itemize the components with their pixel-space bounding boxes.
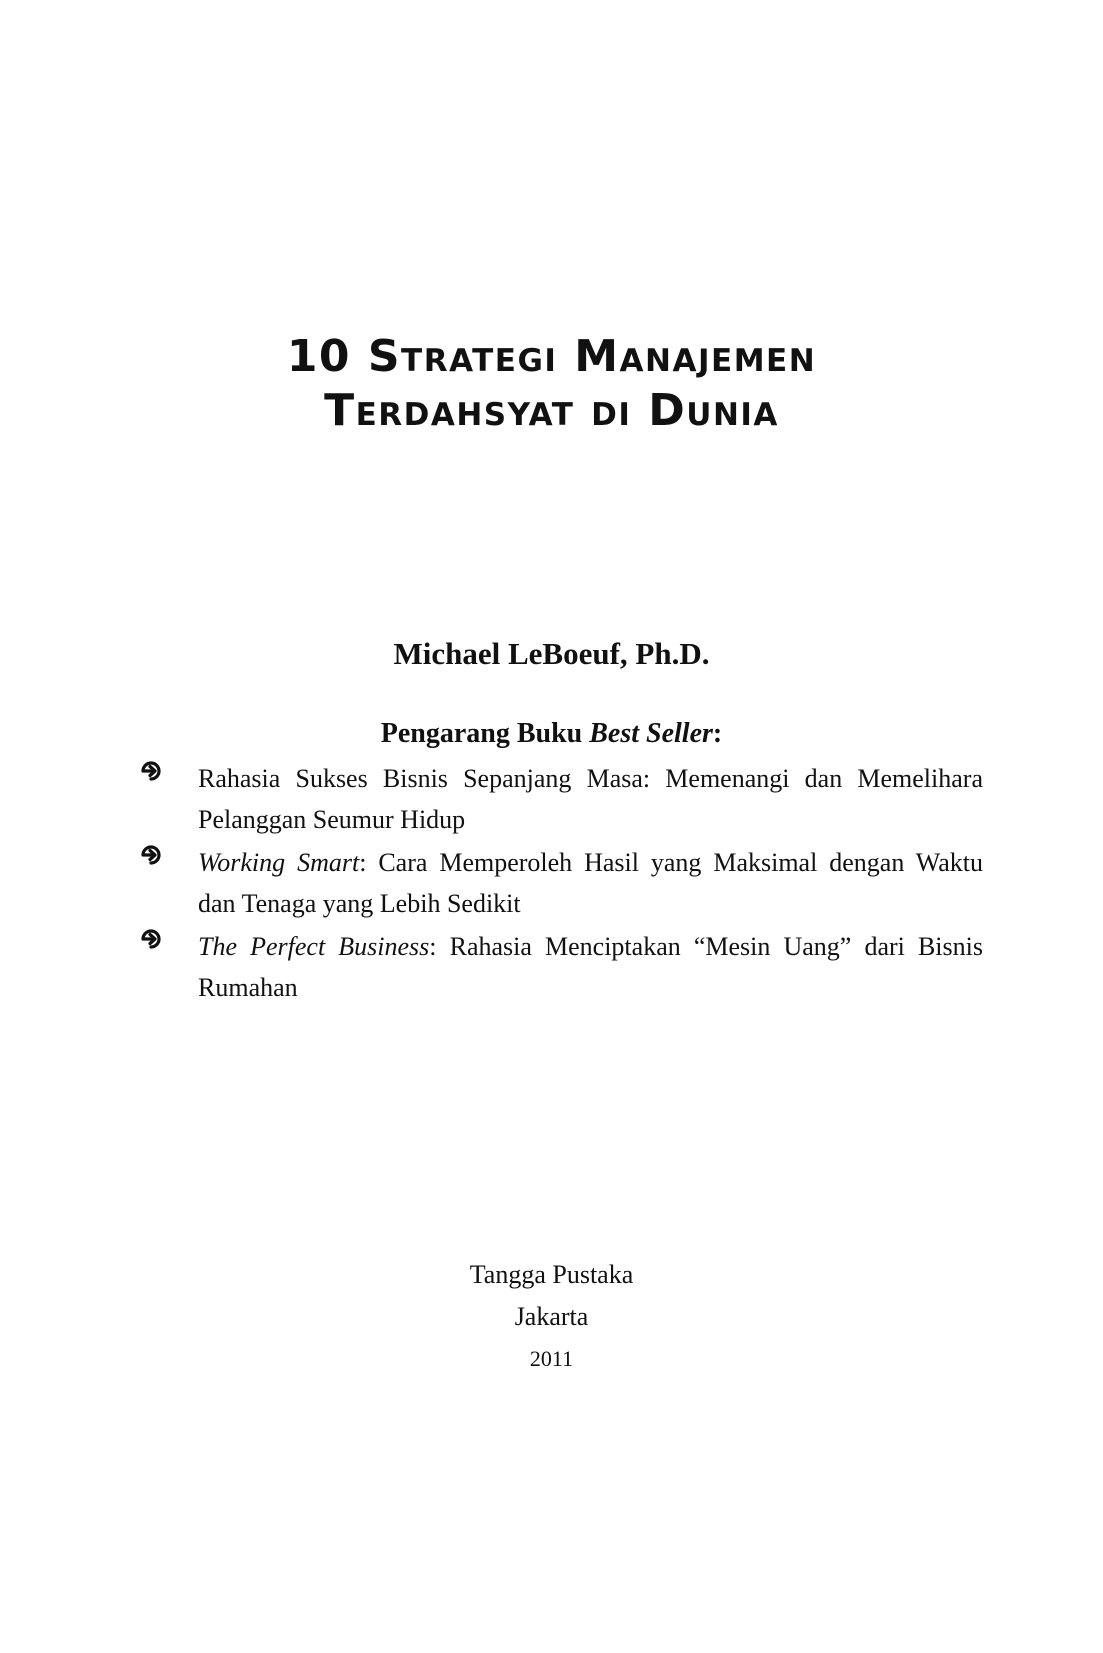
book-list-item-text xyxy=(198,926,983,1008)
bestseller-heading-suffix: : xyxy=(712,718,723,749)
arrow-right-circle-icon xyxy=(140,928,162,950)
bestseller-heading-prefix: Pengarang Buku xyxy=(380,718,590,749)
publisher-name: Tangga Pustaka xyxy=(469,1260,634,1289)
book-description: : Rahasia Menciptakan “Mesin Uang” dari Bisnis Rumahan xyxy=(198,932,983,1002)
book-description: Rahasia Sukses Bisnis Sepanjang Masa: Memenangi dan Memelihara Pelanggan Seumur Hidup xyxy=(198,764,983,834)
book-title-line-2: Terdahsyat di Dunia xyxy=(324,385,779,436)
book-list-item xyxy=(0,842,1103,924)
author-name: Michael LeBoeuf, Ph.D. xyxy=(393,636,710,671)
bestseller-book-list xyxy=(0,758,1103,1010)
book-list-item-text xyxy=(198,842,983,924)
arrow-right-circle-icon xyxy=(140,760,162,782)
bestseller-heading-italic: Best Seller xyxy=(589,718,713,749)
book-list-item xyxy=(0,758,1103,840)
book-list-item xyxy=(0,926,1103,1008)
bestseller-heading xyxy=(0,716,1103,752)
book-description: : Cara Memperoleh Hasil yang Maksimal dengan Waktu dan Tenaga yang Lebih Sedikit xyxy=(198,848,983,918)
book-list-item-text xyxy=(198,758,983,840)
arrow-right-circle-icon xyxy=(140,844,162,866)
publication-year: 2011 xyxy=(529,1346,574,1371)
book-title-line-1: 10 Strategi Manajemen xyxy=(286,331,817,382)
book-italic-title: Working Smart xyxy=(198,848,360,877)
imprint xyxy=(0,1254,1103,1380)
publisher-city: Jakarta xyxy=(514,1302,589,1331)
book-title xyxy=(0,330,1103,438)
book-italic-title: The Perfect Business xyxy=(198,932,430,961)
